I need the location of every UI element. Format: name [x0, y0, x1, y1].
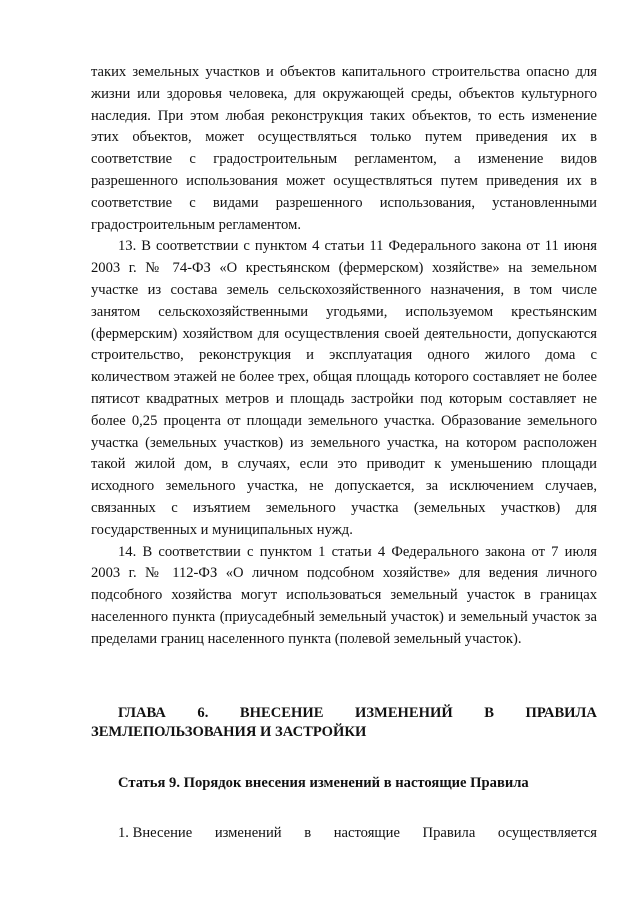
chapter-word: ГЛАВА	[118, 705, 166, 721]
chapter-word: В	[484, 705, 494, 721]
line-word: Правила	[422, 825, 476, 841]
chapter-heading-line-2: ЗЕМЛЕПОЛЬЗОВАНИЯ И ЗАСТРОЙКИ	[91, 724, 367, 740]
line-word: в	[304, 825, 312, 841]
chapter-word: ПРАВИЛА	[525, 705, 597, 721]
paragraph-13: 13. В соответствии с пунктом 4 статьи 11 Федерального закона от 11 июня 2003 г. № 74-ФЗ «О крестьянском (фермерском) хозяйстве» на земельном участке из состава земель сельскохозяйственного назначения, в том числе занятом сельскохозяйственными угодьями, используемом крестьянским (фермерским) хозяйством для осуществления своей деятельности, допускаются строительство, реконструкция и эксплуатация одного жилого дома с количеством этажей не более трех, общая площадь которого составляет не более пятисот квадратных метров и площадь застройки под которым составляет не более 0,25 процента от площади земельного участка. Образование земельного участка (земельных участков) из земельного участка, на котором расположен такой жилой дом, в случаях, если это приводит к уменьшению площади исходного земельного участка, не допускается, за исключением случаев, связанных с изъятием земельного участка (земельных участков) для государственных и муниципальных нужд.	[91, 238, 597, 538]
chapter-word: 6.	[197, 705, 209, 721]
document-page	[91, 62, 597, 841]
line-word: осуществляется	[497, 825, 597, 841]
paragraph-14: 14. В соответствии с пунктом 1 статьи 4 Федерального закона от 7 июля 2003 г. № 112-ФЗ «О личном подсобном хозяйстве» для ведения личного подсобного хозяйства могут использоваться земельный участок в границах населенного пункта (приусадебный земельный участок) и земельный участок за пределами границ населенного пункта (полевой земельный участок).	[91, 543, 597, 647]
article-title: Статья 9. Порядок внесения изменений в настоящие Правила	[118, 775, 529, 791]
line-word: настоящие	[333, 825, 400, 841]
line-word: 1. Внесение	[118, 825, 193, 841]
line-word: изменений	[214, 825, 282, 841]
paragraph-continuation: таких земельных участков и объектов капитального строительства опасно для жизни или здоровья человека, для окружающей среды, объектов культурного наследия. При этом любая реконструкция таких объектов, то есть изменение этих объектов, может осуществляться только путем приведения их в соответствие с градостроительным регламентом, а изменение видов разрешенного использования может осуществляться путем приведения их в соответствие с видами разрешенного использования, установленными градостроительным регламентом.	[91, 64, 597, 233]
chapter-heading-line-1	[91, 704, 597, 723]
chapter-word: ВНЕСЕНИЕ	[239, 705, 324, 721]
chapter-heading	[91, 704, 597, 742]
chapter-word: ИЗМЕНЕНИЙ	[354, 705, 453, 721]
article-first-line	[91, 824, 597, 843]
